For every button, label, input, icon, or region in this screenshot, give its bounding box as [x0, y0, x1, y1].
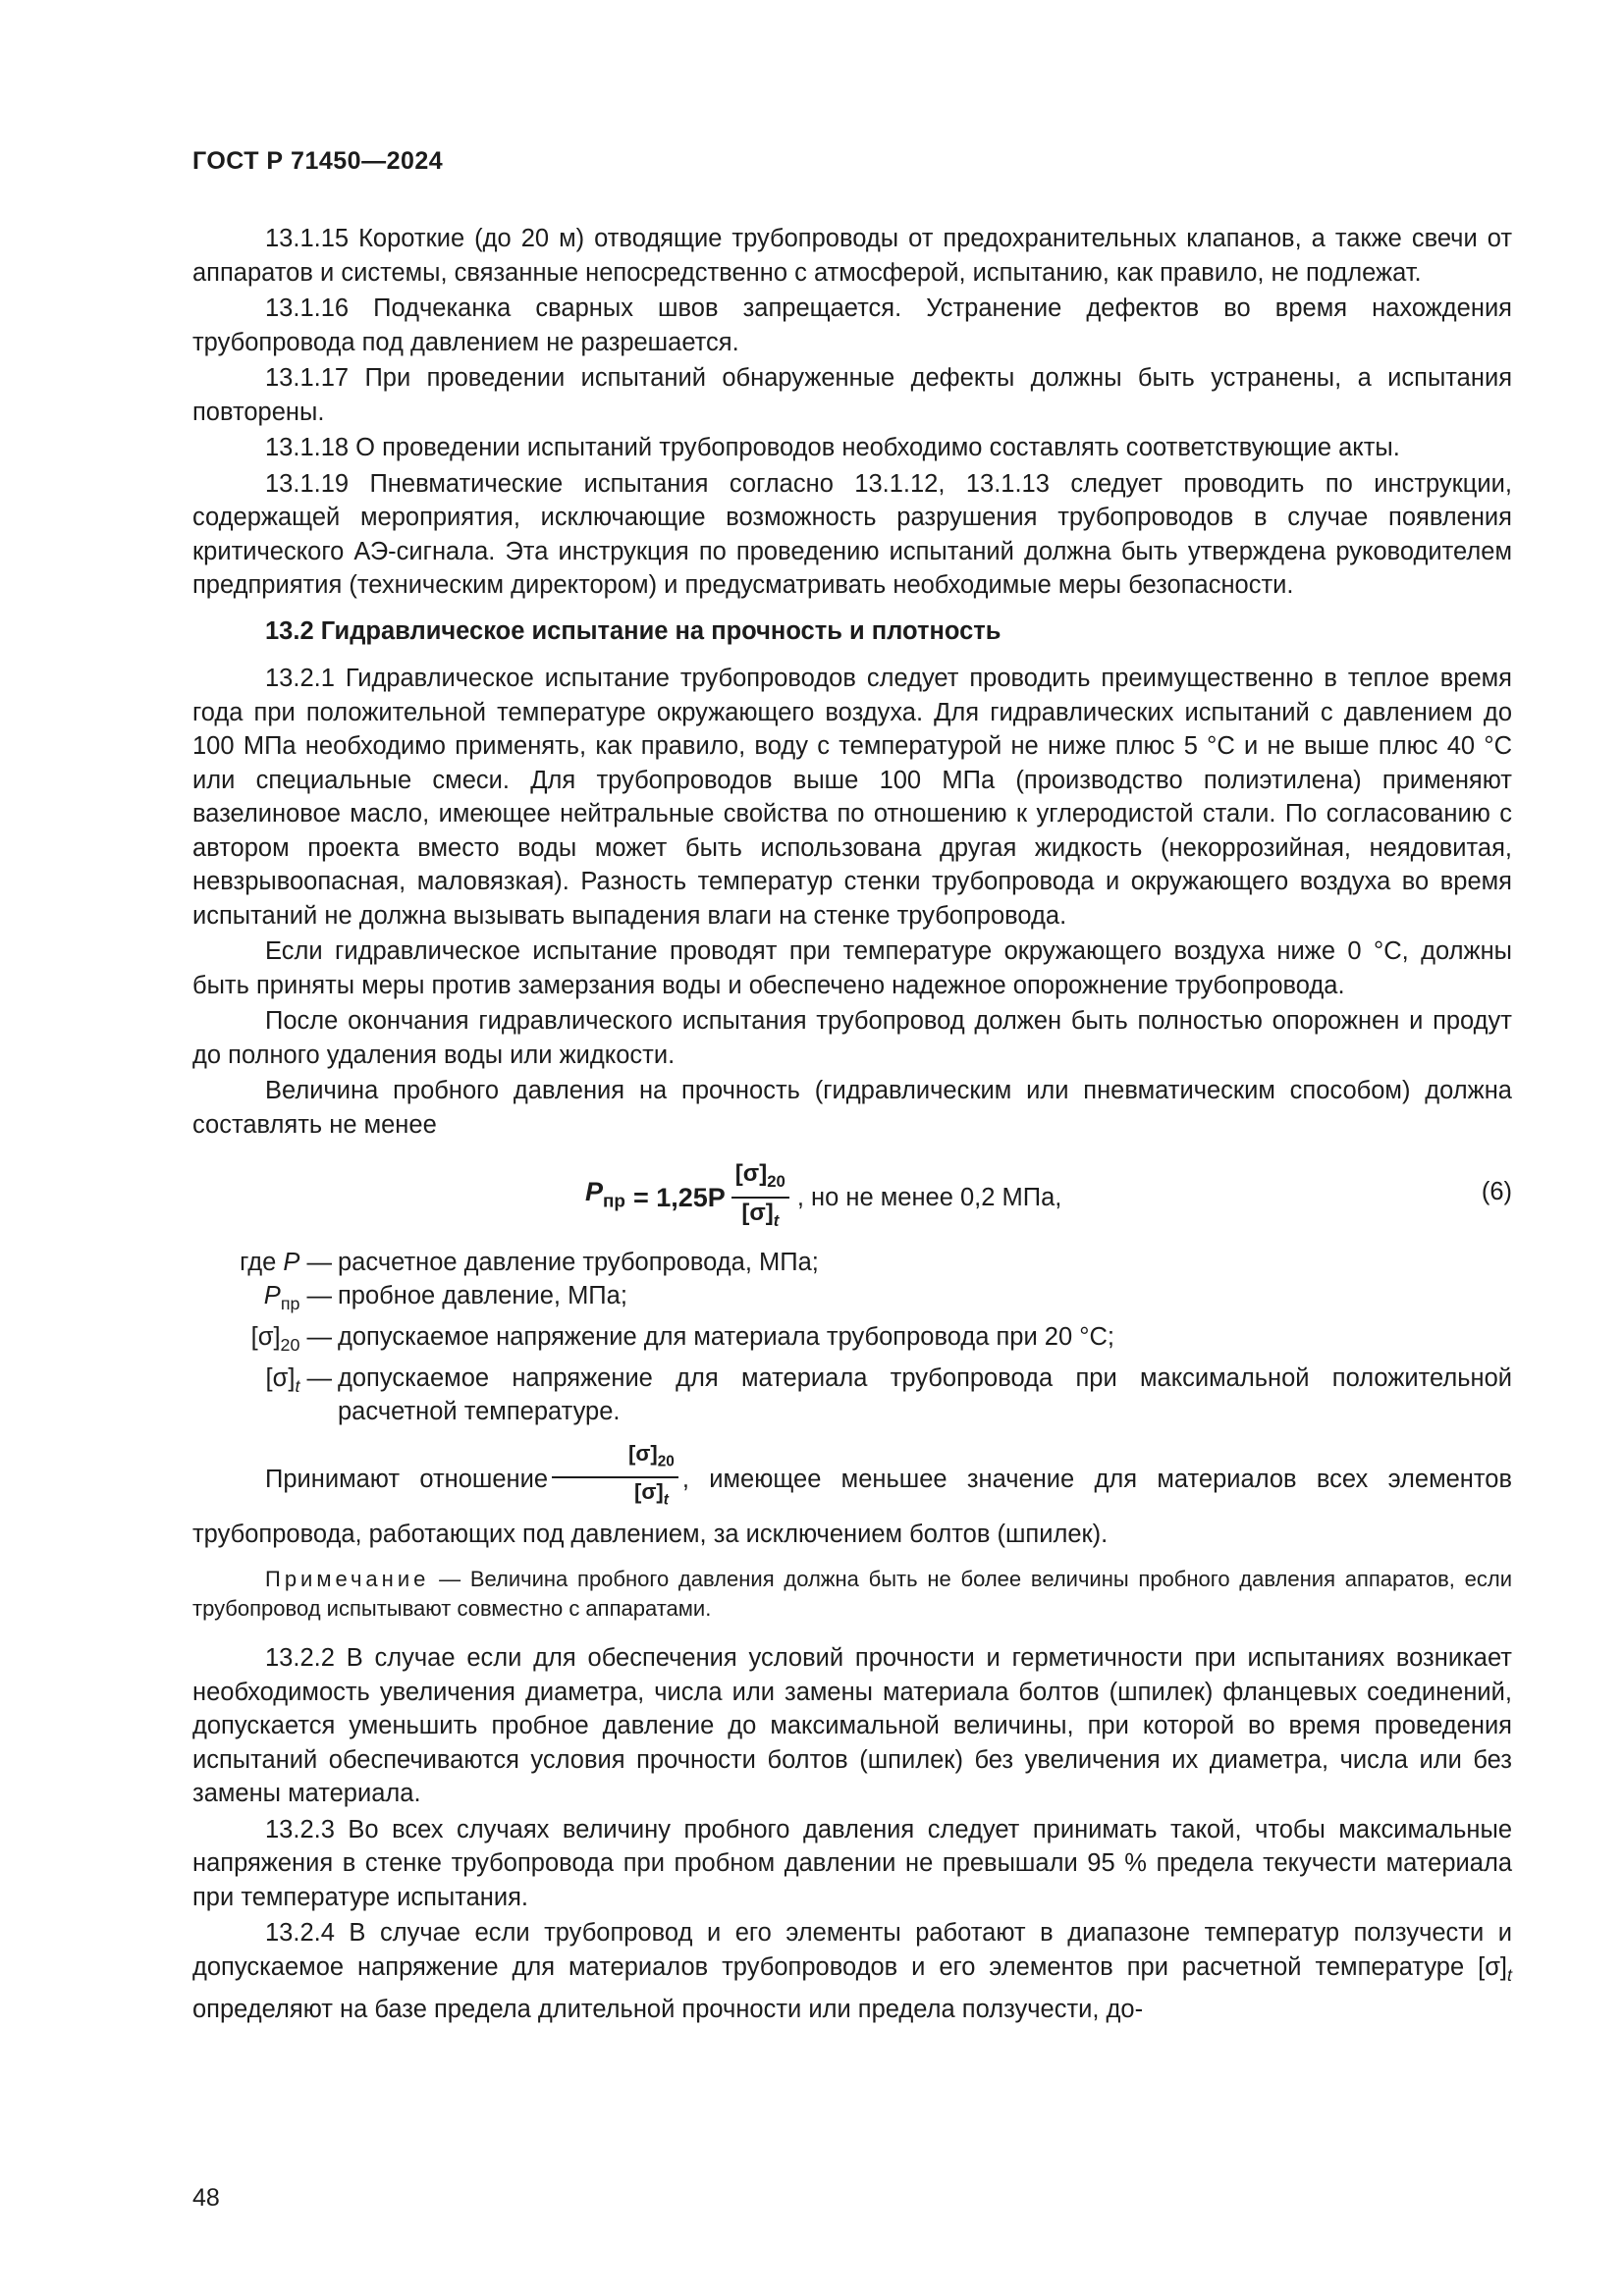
paragraph-13-1-16: 13.1.16 Подчеканка сварных швов запрещается. Устранение дефектов во время нахождения трубопровода под давлением не разрешается.	[192, 294, 1512, 356]
formula-expression	[585, 1159, 1061, 1236]
definition-text: допускаемое напряжение для материала трубопровода при 20 °С;	[338, 1323, 1114, 1352]
paragraph-13-2-3: 13.2.3 Во всех случаях величину пробного давления следует принимать такой, чтобы максимальные напряжения в стенке трубопровода при пробном давлении не превышали 95 % предела текучести материала при температуре испытания.	[192, 1815, 1512, 1911]
definition-row	[192, 1246, 1512, 1279]
ratio-fraction: $\frac{[\sigma]_{20}}{[\sigma]_t}$	[552, 1440, 678, 1514]
definition-text: расчетное давление трубопровода, МПа;	[338, 1249, 819, 1276]
paragraph-13-2-1: 13.2.1 Гидравлическое испытание трубопроводов следует проводить преимущественно в теплое время года при положительной температуре окружающего воздуха. Для гидравлических испытаний с давлением до 100 МПа необходимо применять, как правило, воду с температурой не ниже плюс 5 °С и не выше плюс 40 °С или специальные смеси. Для трубопроводов выше 100 МПа (производство полиэтилена) применяют вазелиновое масло, имеющее нейтральные свойства по отношению к углеродистой стали. По согласованию с автором проекта вместо воды может быть использована другая жидкость (некоррозийная, неядовитая, невзрывоопасная, маловязкая). Разность температур стенки трубопровода и окружающего воздуха во время испытаний не должна вызывать выпадения влаги на стенке трубопровода.	[192, 665, 1512, 930]
note	[192, 1565, 1512, 1624]
paragraph-13-1-17: 13.1.17 При проведении испытаний обнаруженные дефекты должны быть устранены, а испытания повторены.	[192, 364, 1512, 426]
page-number: 48	[192, 2184, 220, 2212]
definition-text: допускаемое напряжение для материала трубопровода при максимальной положительной расчетной температуре.	[338, 1364, 1512, 1426]
formula-lhs: $P_{пр}$	[585, 1177, 625, 1212]
paragraph-drainage: После окончания гидравлического испытания трубопровод должен быть полностью опорожнен и продут до полного удаления воды или жидкости.	[192, 1007, 1512, 1069]
equation-number: (6)	[1481, 1178, 1512, 1205]
formula-condition: , но не менее 0,2 МПа,	[796, 1183, 1062, 1211]
paragraph-ratio: Принимают отношение $\frac{[\sigma]_{20}}{[\sigma]_t}$ , имеющее меньшее значение для материалов всех элементов трубопровода, работающих под давлением, за исключением болтов (шпилек).	[192, 1441, 1512, 1548]
note-text: — Величина пробного давления должна быть не более величины пробного давления аппаратов, если трубопровод испытывают совместно с аппаратами.	[192, 1567, 1512, 1622]
paragraph-13-1-18: 13.1.18 О проведении испытаний трубопроводов необходимо составлять соответствующие акты.	[265, 434, 1400, 461]
paragraph-test-pressure: Величина пробного давления на прочность (гидравлическим или пневматическим способом) должна составлять не менее	[192, 1077, 1512, 1139]
page-content	[192, 222, 1512, 2028]
definition-symbol: $[\sigma]_{20}$ —	[250, 1323, 332, 1356]
definition-symbol: где P —	[240, 1249, 332, 1276]
paragraph-13-2-2: 13.2.2 В случае если для обеспечения условий прочности и герметичности при испытаниях возникает необходимость увеличения диаметра, числа или замены материала болтов (шпилек) фланцевых соединений, допускается уменьшить пробное давление до максимальной величины, при которой во время проведения испытаний обеспечиваются условия прочности болтов (шпилек) без увеличения их диаметра, числа или без замены материала.	[192, 1644, 1512, 1808]
formula-coefficient: = 1,25P	[632, 1182, 726, 1212]
definitions-list	[192, 1246, 1512, 1428]
paragraph-13-1-15: 13.1.15 Короткие (до 20 м) отводящие трубопроводы от предохранительных клапанов, а также свечи от аппаратов и системы, связанные непосредственно с атмосферой, испытанию, как правило, не подлежат.	[192, 225, 1512, 287]
definition-row	[192, 1362, 1512, 1428]
definition-row	[192, 1320, 1512, 1362]
paragraph-freezing: Если гидравлическое испытание проводят при температуре окружающего воздуха ниже 0 °С, должны быть приняты меры против замерзания воды и обеспечено надежное опорожнение трубопровода.	[192, 937, 1512, 999]
note-label: Примечание	[265, 1567, 430, 1592]
formula-fraction: $\frac{[\sigma]_{20}}{[\sigma]_t}$	[731, 1159, 789, 1236]
paragraph-13-1-19: 13.1.19 Пневматические испытания согласно 13.1.12, 13.1.13 следует проводить по инструкции, содержащей мероприятия, исключающие возможность разрушения трубопроводов в случае появления критического АЭ-сигнала. Эта инструкция по проведению испытаний должна быть утверждена руководителем предприятия (техническим директором) и предусматривать необходимые меры безопасности.	[192, 469, 1512, 599]
paragraph-13-2-4: 13.2.4 В случае если трубопровод и его элементы работают в диапазоне температур ползучести и допускаемое напряжение для материалов трубопроводов и его элементов при расчетной температуре $[\sigma]_t$ определяют на базе предела длительной прочности или предела ползучести, до-	[192, 1919, 1512, 2023]
definition-symbol: $[\sigma]_t$ —	[265, 1364, 332, 1397]
standard-header: ГОСТ Р 71450—2024	[192, 147, 444, 175]
definition-row	[192, 1279, 1512, 1320]
definition-symbol: $P_{пр}$ —	[263, 1282, 332, 1314]
definition-text: пробное давление, МПа;	[338, 1282, 627, 1309]
formula-6	[192, 1155, 1512, 1236]
section-heading: 13.2 Гидравлическое испытание на прочность и плотность	[265, 616, 1001, 645]
